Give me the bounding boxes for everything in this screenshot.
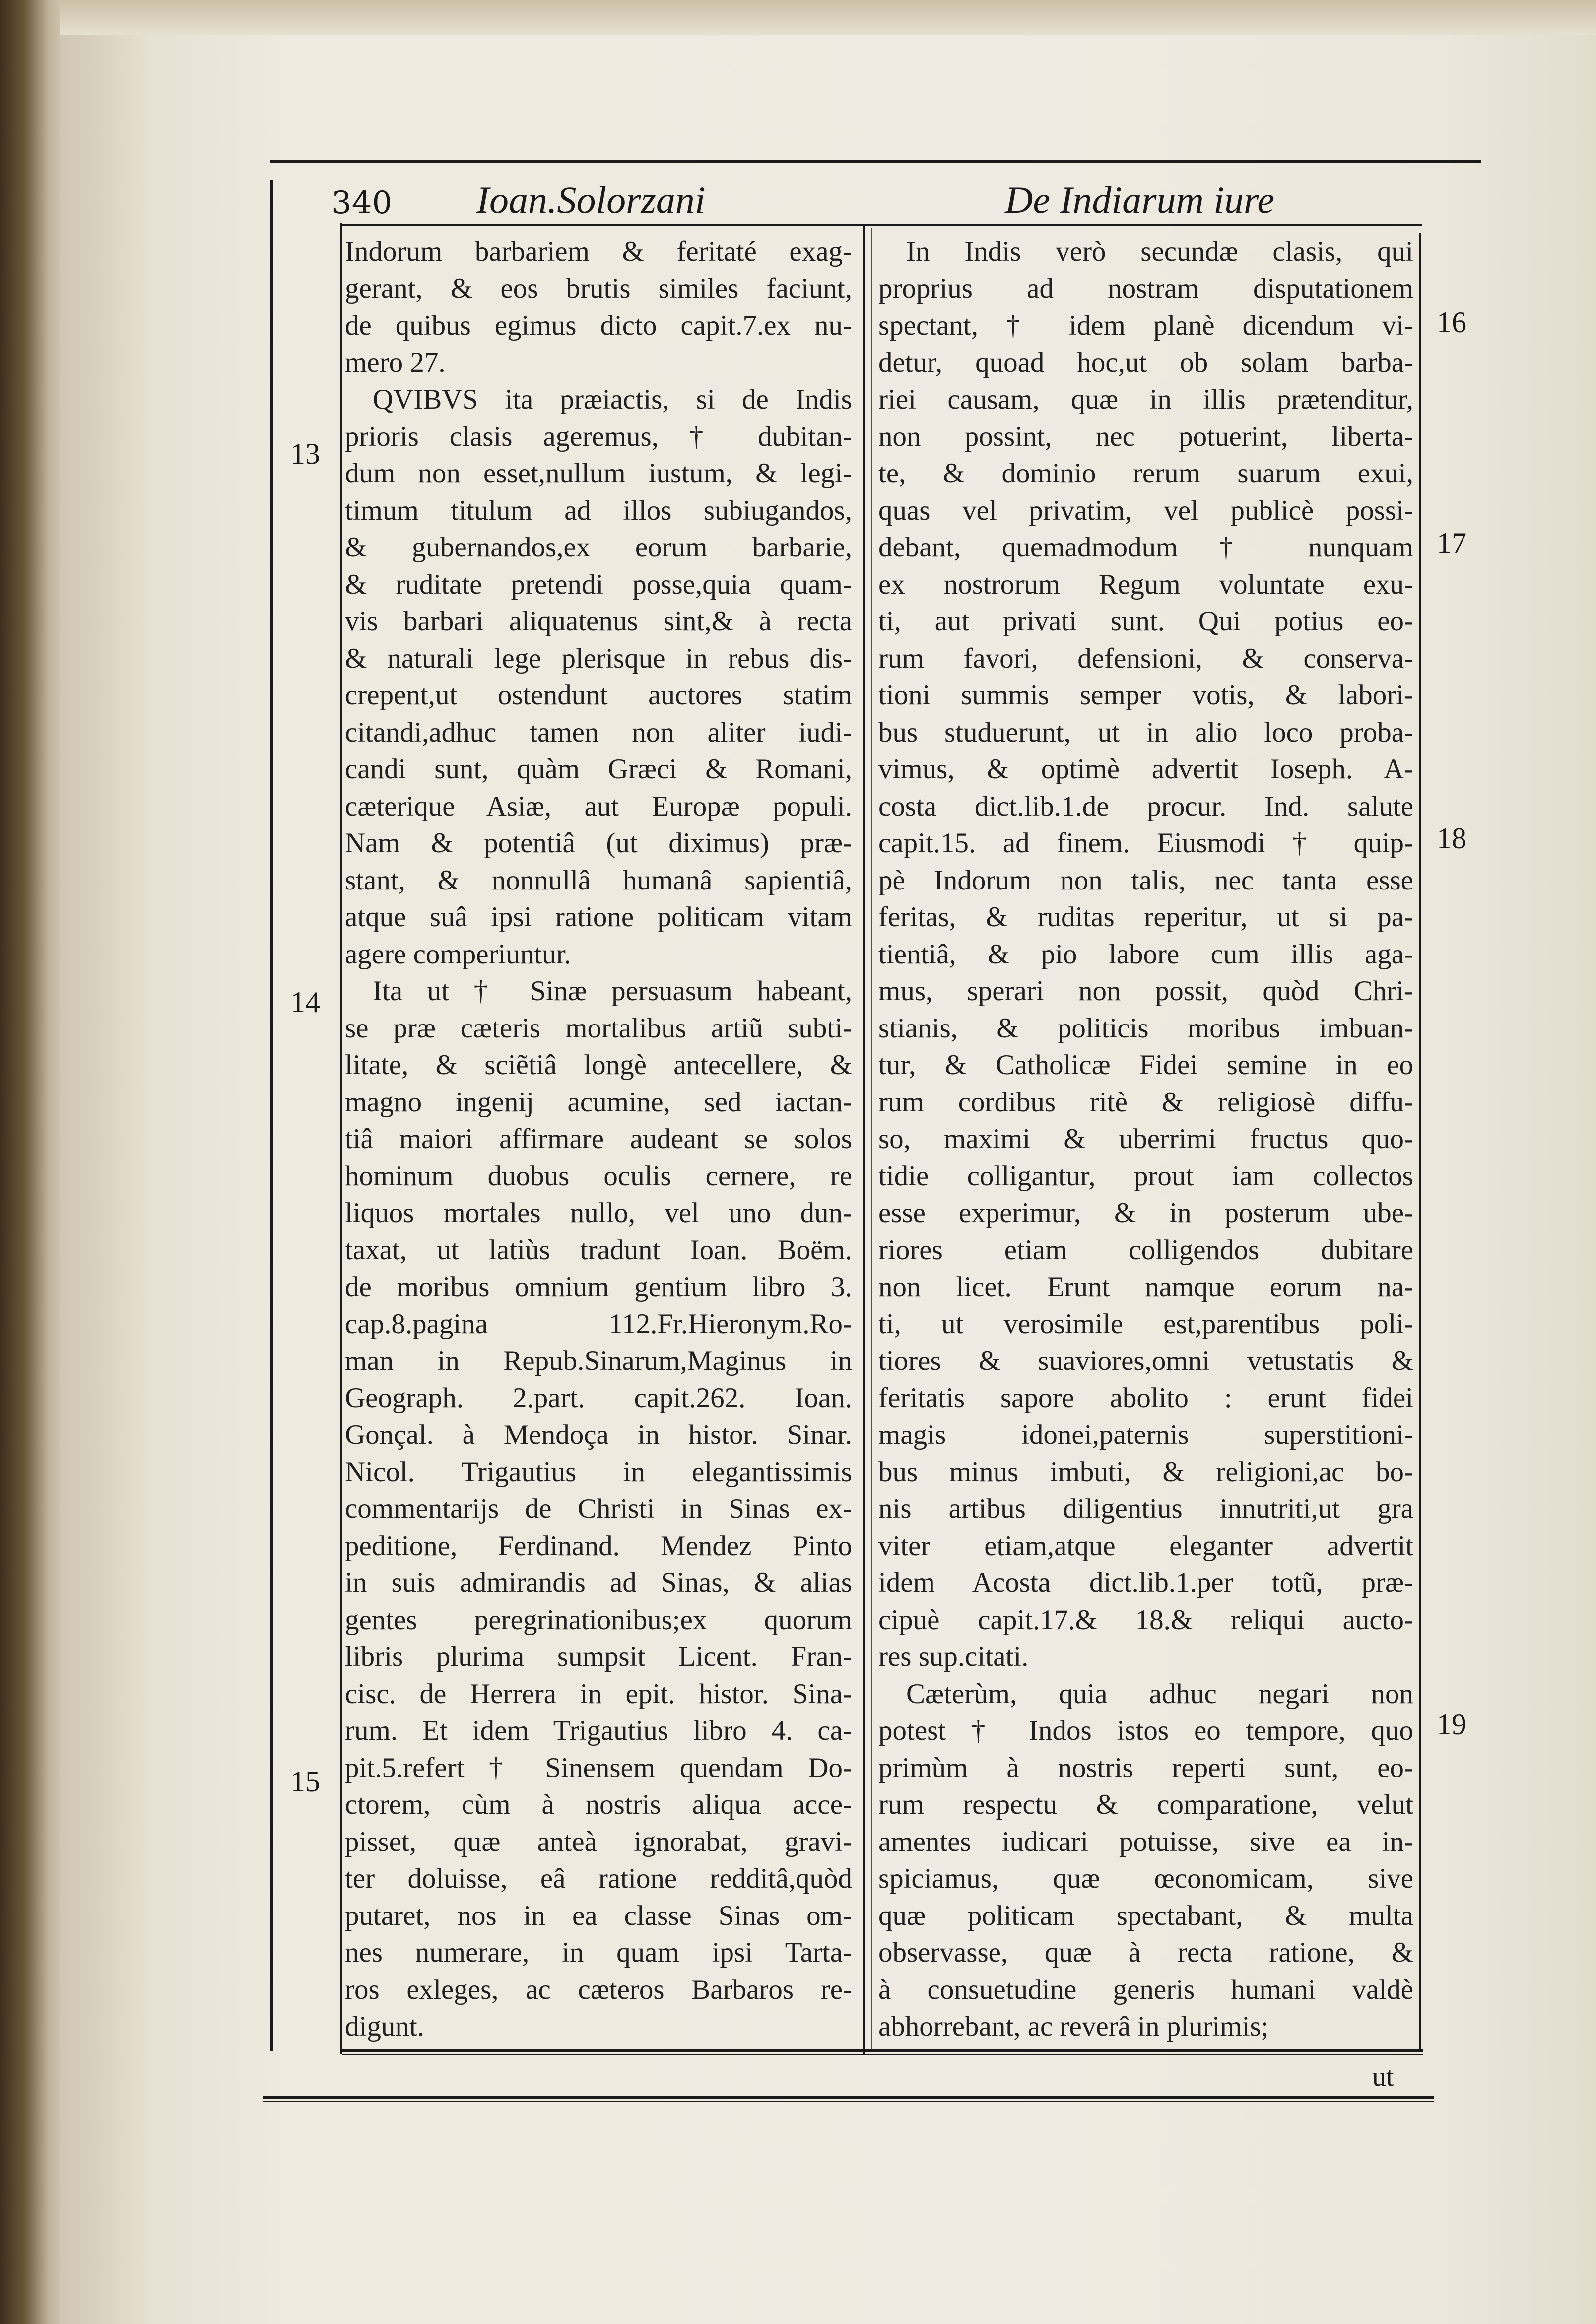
text-line: Cæterùm, quia adhuc negari non [906,1678,1413,1709]
text-line: proprius ad nostram disputationem [878,273,1413,304]
text-line: detur, quoad hoc,ut ob solam barba- [878,346,1413,378]
text-line: feritatis sapore abolito : erunt fidei [878,1382,1413,1414]
text-line: cæterique Asiæ, aut Europæ populi. [345,790,852,822]
column-divider-rule-secondary [871,228,872,2050]
text-line: in suis admirandis ad Sinas, & alias [345,1567,852,1598]
text-line: so, maximi & uberrimi fructus quo- [878,1123,1413,1155]
text-line: tientiâ, & pio labore cum illis aga- [878,938,1413,970]
left-text-column [345,233,852,2046]
text-line: mus, sperari non possit, quòd Chri- [878,975,1413,1007]
text-line: tiores & suaviores,omni vetustatis & [878,1345,1413,1376]
text-line: gerant, & eos brutis similes faciunt, [345,273,852,304]
page-bottom-rule-thin [263,2101,1434,2102]
text-line: ter doluisse, eâ ratione redditâ,quòd [345,1863,852,1894]
text-line: viter etiam,atque eleganter advertit [878,1530,1413,1562]
column-divider-rule [863,224,865,2055]
text-line: mero 27. [345,346,446,378]
page-number: 340 [332,185,393,221]
text-line: bus studuerunt, ut in alio loco proba- [878,716,1413,748]
text-line: cap.8.pagina 112.Fr.Hieronym.Ro- [345,1308,852,1340]
margin-number-right: 17 [1437,527,1466,559]
frame-bottom-rule [342,2049,1423,2052]
text-line: QVIBVS ita præiactis, si de Indis [373,384,852,415]
text-line: candi sunt, quàm Græci & Romani, [345,753,852,785]
margin-number-left: 14 [290,986,320,1019]
text-line: pit.5.refert † Sinensem quendam Do- [345,1752,852,1783]
text-line: vimus, & optimè advertit Ioseph. A- [878,753,1413,785]
text-line: bus minus imbuti, & religioni,ac bo- [878,1456,1413,1488]
text-line: ex nostrorum Regum voluntate exu- [878,568,1413,600]
text-line: esse experimur, & in posterum ube- [878,1197,1413,1229]
text-line: ti, ut verosimile est,parentibus poli- [878,1308,1413,1340]
text-line: nis artibus diligentius innutriti,ut gra [878,1493,1413,1524]
frame-bottom-rule-thin [342,2054,1423,2055]
text-line: cisc. de Herrera in epit. histor. Sina- [345,1678,852,1709]
text-line: dum non esset,nullum iustum, & legi- [345,458,852,489]
text-line: feritas, & ruditas reperitur, ut si pa- [878,901,1413,933]
text-line: Geograph. 2.part. capit.262. Ioan. [345,1382,852,1414]
text-line: rum favori, defensioni, & conserva- [878,642,1413,674]
text-line: de quibus egimus dicto capit.7.ex nu- [345,310,852,341]
text-line: potest † Indos istos eo tempore, quo [878,1715,1413,1746]
text-line: ctorem, cùm à nostris aliqua acce- [345,1789,852,1820]
text-line: tioni summis semper votis, & labori- [878,680,1413,711]
text-line: Ita ut † Sinæ persuasum habeant, [373,975,852,1007]
margin-number-left: 15 [290,1765,320,1798]
text-line: peditione, Ferdinand. Mendez Pinto [345,1530,852,1562]
text-line: Gonçal. à Mendoça in histor. Sinar. [345,1419,852,1450]
text-line: taxat, ut latiùs tradunt Ioan. Boëm. [345,1234,852,1266]
text-line: man in Repub.Sinarum,Maginus in [345,1345,852,1376]
text-line: abhorrebant, ac reverâ in plurimis; [878,2011,1269,2042]
margin-number-right: 19 [1437,1708,1466,1741]
text-line: observasse, quæ à recta ratione, & [878,1937,1413,1968]
text-line: magis idonei,paternis superstitioni- [878,1419,1413,1450]
text-line: commentarijs de Christi in Sinas ex- [345,1493,852,1524]
running-title-left: Ioan.Solorzani [476,178,706,221]
text-line: Nicol. Trigautius in elegantissimis [345,1456,852,1488]
text-line: res sup.citati. [878,1641,1029,1672]
text-line: crepent,ut ostendunt auctores statim [345,680,852,711]
right-text-column [878,233,1413,2046]
text-line: gentes peregrinationibus;ex quorum [345,1604,852,1636]
text-line: vis barbari aliquatenus sint,& à recta [345,606,852,637]
text-line: Indorum barbariem & feritaté exag- [345,236,852,267]
text-line: quæ politicam spectabant, & multa [878,1900,1413,1931]
page-bottom-rule [263,2096,1434,2099]
frame-top-rule [270,160,1481,163]
text-line: pisset, quæ anteà ignorabat, gravi- [345,1826,852,1857]
book-binding-edge [0,0,69,2324]
text-line: & ruditate pretendi posse,quia quam- [345,568,852,600]
text-line: spiciamus, quæ œconomicam, sive [878,1863,1413,1894]
text-line: tidie colligantur, prout iam collectos [878,1160,1413,1192]
text-line: & gubernandos,ex eorum barbarie, [345,532,852,563]
text-line: nes numerare, in quam ipsi Tarta- [345,1937,852,1968]
text-line: riores etiam colligendos dubitare [878,1234,1413,1266]
text-line: à consuetudine generis humani valdè [878,1974,1413,2005]
text-line: se præ cæteris mortalibus artiũ subti- [345,1012,852,1044]
text-line: liquos mortales nullo, vel uno dun- [345,1197,852,1229]
text-line: prioris clasis ageremus, † dubitan- [345,420,852,452]
column-left-rule [340,223,342,2054]
header-rule [340,224,1422,226]
margin-number-right: 16 [1437,306,1466,339]
text-line: citandi,adhuc tamen non aliter iudi- [345,716,852,748]
text-line: digunt. [345,2011,424,2042]
text-line: de moribus omnium gentium libro 3. [345,1271,852,1302]
text-line: hominum duobus oculis cernere, re [345,1160,852,1192]
catchword: ut [1372,2061,1394,2092]
text-line: tur, & Catholicæ Fidei semine in eo [878,1049,1413,1081]
text-line: timum titulum ad illos subiugandos, [345,494,852,526]
page-top-edge [60,0,1596,35]
text-line: tiâ maiori affirmare audeant se solos [345,1123,852,1155]
text-line: ros exleges, ac cæteros Barbaros re- [345,1974,852,2005]
text-line: atque suâ ipsi ratione politicam vitam [345,901,852,933]
text-line: quas vel privatim, vel publicè possi- [878,494,1413,526]
text-line: rum cordibus ritè & religiosè diffu- [878,1086,1413,1118]
text-line: non licet. Erunt namque eorum na- [878,1271,1413,1302]
text-line: Nam & potentiâ (ut diximus) præ- [345,827,852,859]
text-line: libris plurima sumpsit Licent. Fran- [345,1641,852,1672]
text-line: rum. Et idem Trigautius libro 4. ca- [345,1715,852,1746]
margin-number-left: 13 [290,437,320,470]
text-line: te, & dominio rerum suarum exui, [878,458,1413,489]
text-line: litate, & sciẽtiâ longè antecellere, & [345,1049,852,1081]
text-line: magno ingenij acumine, sed iactan- [345,1086,852,1118]
text-line: putaret, nos in ea classe Sinas om- [345,1900,852,1931]
text-line: cipuè capit.17.& 18.& reliqui aucto- [878,1604,1413,1636]
text-line: pè Indorum non talis, nec tanta esse [878,864,1413,896]
text-line: rum respectu & comparatione, velut [878,1789,1413,1820]
column-right-rule [1419,233,1421,2050]
text-line: non possint, nec potuerint, liberta- [878,420,1413,452]
text-line: stant, & nonnullâ humanâ sapientiâ, [345,864,852,896]
text-line: stianis, & politicis moribus imbuan- [878,1012,1413,1044]
text-line: & naturali lege plerisque in rebus dis- [345,642,852,674]
text-line: primùm à nostris reperti sunt, eo- [878,1752,1413,1783]
text-line: costa dict.lib.1.de procur. Ind. salute [878,790,1413,822]
text-line: debant, quemadmodum † nunquam [878,532,1413,563]
text-line: amentes iudicari potuisse, sive ea in- [878,1826,1413,1857]
text-line: agere comperiuntur. [345,938,571,970]
frame-left-rule [270,180,273,2051]
text-line: ti, aut privati sunt. Qui potius eo- [878,606,1413,637]
text-line: spectant, † idem planè dicendum vi- [878,310,1413,341]
running-title-right: De Indiarum iure [1005,178,1275,221]
text-line: idem Acosta dict.lib.1.per totũ, præ- [878,1567,1413,1598]
text-line: capit.15. ad finem. Eiusmodi † quip- [878,827,1413,859]
text-line: riei causam, quæ in illis prætenditur, [878,384,1413,415]
margin-number-right: 18 [1437,822,1466,855]
text-line: In Indis verò secundæ clasis, qui [906,236,1413,267]
